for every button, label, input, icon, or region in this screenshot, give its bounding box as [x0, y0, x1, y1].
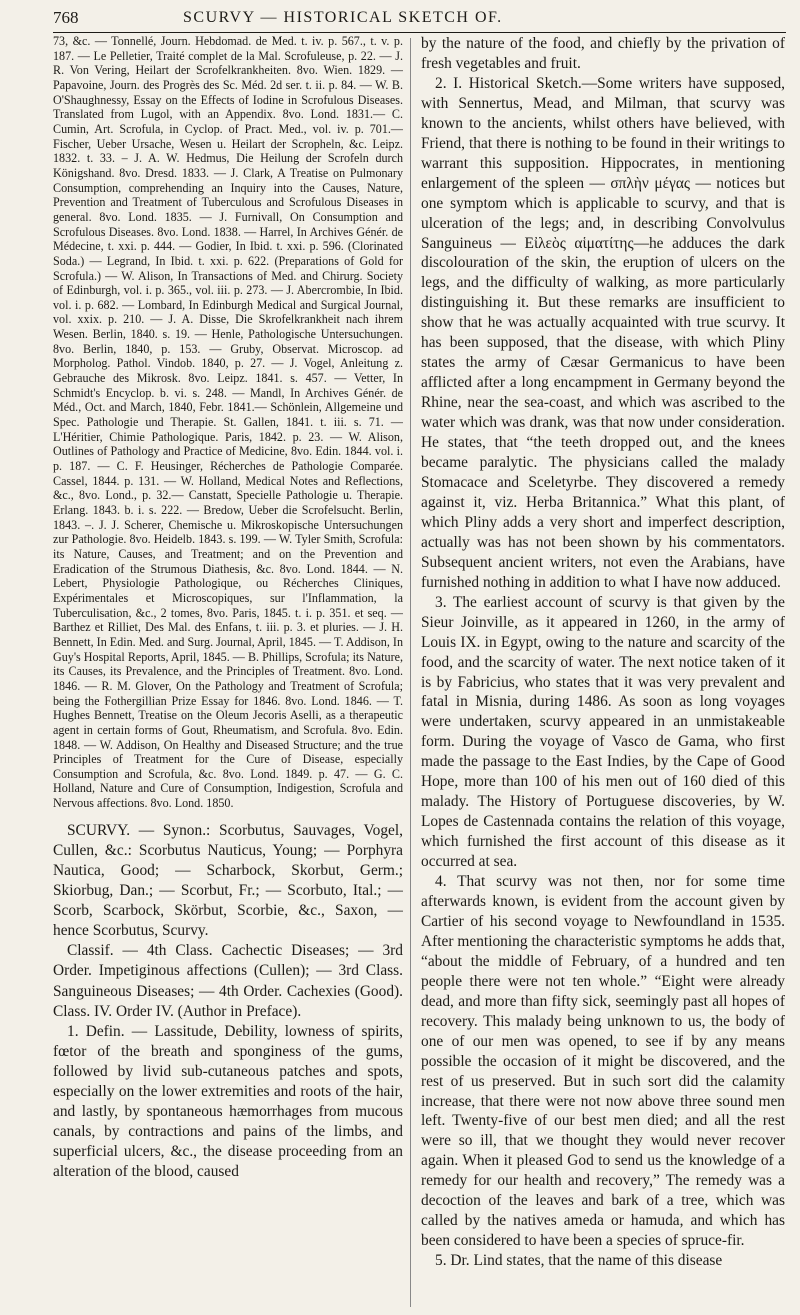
left-column — [53, 34, 403, 1311]
bibliography-paragraph: 73, &c. — Tonnellé, Journ. Hebdomad. de Med. t. iv. p. 567., t. v. p. 187. — Le Pelletier, Traité complet de la Mal. Scrofuleuse, p. 22. — J. R. Von Vering, Heilart der Scrofelkrankheiten. 8vo. Wien. 1829. — Papavoine, Journ. des Progrès des Sc. Méd. 2d ser. t. ii. p. 84. — W. B. O'Shaughnessy, Essay on the Effects of Iodine in Scrofulous Diseases. Translated from Lugol, with an Appendix. 8vo. Lond. 1831.— C. Cumin, Art. Scrofula, in Cyclop. of Pract. Med., vol. iv. p. 701.—Fischer, Ueber Ursache, Wesen u. Heilart der Scropheln, &c. Leipz. 1832. t. 33. – J. A. W. Hedmus, Die Heilung der Scrofeln durch Königshand. 8vo. Dresd. 1833. — J. Clark, A Treatise on Pulmonary Consumption, comprehending an Inquiry into the Causes, Nature, Prevention and Treatment of Tuberculous and Scrofulous Diseases in general. 8vo. Lond. 1835. — J. Furnivall, On Consumption and Scrofulous Diseases. 8vo. Lond. 1838. — Harrel, In Archives Génér. de Médecine, t. xxi. p. 444. — Godier, In Ibid. t. xxi. p. 596. (Clorinated Soda.) — Legrand, In Ibid. t. xxi. p. 622. (Preparations of Gold for Scrofula.) — W. Alison, In Transactions of Med. and Chirurg. Society of Edinburgh, vol. i. p. 365., vol. iii. p. 273. — J. Abercrombie, In Ibid. vol. i. p. 682. — Lombard, In Edinburgh Medical and Surgical Journal, vol. xxix. p. 210. — J. A. Disse, Die Skrofelkrankheit nach ihrem Wesen. Berlin, 1840. s. 19. — Henle, Pathologische Untersuchungen. 8vo. Berlin, 1840, p. 153. — Gruby, Observat. Microscop. ad Morpholog. Pathol. Vindob. 1840, p. 27. — J. Vogel, Anleitung z. Gebrauche des Mikrosk. 8vo. Leipz. 1841. s. 457. — Vetter, In Schmidt's Encyclop. b. vi. s. 248. — Mandl, In Archives Génér. de Méd., Oct. and March, 1840, Febr. 1841.— Schönlein, Allgemeine und Spec. Pathologie und Therapie. St. Gallen, 1841. t. iii. s. 71. — L'Héritier, Chimie Pathologique. Paris, 1842. p. 23. — W. Alison, Outlines of Pathology and Practice of Medicine, 8vo. Edin. 1844. vol. i. p. 187. — C. F. Heusinger, Récherches de Pathologie Comparée. Cassel, 1844. p. 131. — W. Holland, Medical Notes and Reflections, &c., 8vo. Lond., p. 32.— Canstatt, Specielle Pathologie u. Therapie. Erlang. 1843. b. i. s. 222. — Bredow, Ueber die Scrofelsucht. Berlin, 1843. –. J. J. Scherer, Chemische u. Mikroskopische Untersuchungen zur Pathologie. 8vo. Heidelb. 1843. s. 199. — W. Tyler Smith, Scrofula: its Nature, Causes, and Treatment; and on the Prevention and Eradication of the Strumous Diathesis, &c. 8vo. Lond. 1844. — N. Lebert, Physiologie Pathologique, ou Récherches Cliniques, Expérimentales et Microscopiques, sur l'Inflammation, la Tuberculisation, &c., 2 tomes, 8vo. Paris, 1845. t. i. p. 351. et seq. — Barthez et Rilliet, Des Mal. des Enfans, t. iii. p. 3. et pluries. — J. H. Bennett, In Edin. Med. and Surg. Journal, April, 1845. — T. Addison, In Guy's Hospital Reports, April, 1845. — B. Phillips, Scrofula; its Nature, its Causes, its Prevalence, and the Principles of Treatment. 8vo. Lond. 1846. — R. M. Glover, On the Pathology and Treatment of Scrofula; being the Fothergillian Prize Essay for 1846. 8vo. Lond. 1846. — T. Hughes Bennett, Treatise on the Oleum Jecoris Aselli, as a therapeutic agent in certain forms of Gout, Rheumatism, and Scrofula. 8vo. Edin. 1848. — W. Addison, On Healthy and Diseased Structure; and the true Principles of Treatment for the Cure of Disease, especially Consumption and Scrofula, &c. 8vo. Lond. 1849. p. 47. — G. C. Holland, Nature and Cure of Consumption, Indigestion, Scrofula and Nervous affections. 8vo. Lond. 1850. — [53, 34, 403, 811]
classification-paragraph: Classif. — 4th Class. Cachectic Diseases; — 3rd Order. Impetiginous affections (Cullen); — 3rd Class. Sanguineous Diseases; — 4th Order. Cachexies (Good). Class. IV. Order IV. (Author in Preface). — [53, 942, 403, 1020]
column-divider — [410, 38, 411, 1307]
page-header — [53, 6, 786, 33]
synonyms-paragraph: SCURVY. — Synon.: Scorbutus, Sauvages, Vogel, Cullen, &c.: Scorbutus Nauticus, Young; — Porphyra Nautica, Good; — Scharbock, Skorbut, Germ.; Skiorbug, Dan.; — Scorbut, Fr.; — Scorbuto, Ital.; — Scorb, Scarbock, Skörbut, Scorbie, &c., Saxon, — hence Scorbutus, Scurvy. — [53, 821, 403, 940]
paragraph-2-historical-sketch: 2. I. Historical Sketch.—Some writers have supposed, with Sennertus, Mead, and Milman, that scurvy was known to the ancients, whilst others have believed, with Friend, that there is nothing to be found in their writings to warrant this supposition. Hippocrates, in mentioning enlargement of the spleen — σπλὴν μέγας — notices but one symptom which is applicable to scurvy, and that is ulceration of the legs; and, in describing Convolvulus Sanguineus — Εἰλεὸς αἱματίτης—he adduces the dark discolouration of the skin, the eruption of ulcers on the legs, and the difficulty of walking, as more particularly distinguishing it. But these remarks are insufficient to show that he was actually acquainted with true scurvy. It has been supposed, that the disease, with which Pliny states the army of Cæsar Germanicus to have been afflicted after a long encampment in Germany beyond the Rhine, near the sea-coast, and which was ascribed to the water which was drank, was that now under consideration. He states, that “the teeth dropped out, and the knees became paralytic. The physicians called the malady Stomacace and Sceletyrbe. They discovered a remedy against it, viz. Herba Britannica.” What this plant, of which Pliny adds a very short and imperfect description, actually was has not been shown by his commentators. Subsequent ancient writers, not even the Arabians, have furnished nothing in addition to what I have now adduced. — [421, 74, 785, 591]
page-number: 768 — [53, 8, 79, 27]
paragraph-3: 3. The earliest account of scurvy is that given by the Sieur Joinville, as it appeared in 1260, in the army of Louis IX. in Egypt, owing to the nature and scarcity of the food, and the scarcity of water. The next notice taken of it is by Fabricius, who states that it was very prevalent and fatal in Misnia, during 1486. As soon as long voyages were undertaken, scurvy appeared in an unmistakeable form. During the voyage of Vasco de Gama, who first made the passage to the East Indies, by the Cape of Good Hope, more than 100 of his men out of 160 died of this malady. The History of Portuguese discoveries, by W. Lopes de Castennada contains the relation of this voyage, which furnished the first account of this disease as it occurred at sea. — [421, 593, 785, 871]
paragraph-5: 5. Dr. Lind states, that the name of this disease — [435, 1252, 723, 1270]
paragraph-1-continuation: by the nature of the food, and chiefly by the privation of fresh vegetables and fruit. — [421, 35, 785, 72]
right-column — [421, 34, 785, 1311]
definition-paragraph: 1. Defin. — Lassitude, Debility, lowness of spirits, fœtor of the breath and sponginess of the gums, followed by livid sub-cutaneous patches and spots, especially on the lower extremities and roots of the hair, and lastly, by spontaneous hæmorrhages from mucous canals, by contractions and pains of the limbs, and superficial ulcers, &c., the disease proceeding from an alteration of the blood, caused — [53, 1022, 403, 1181]
paragraph-4: 4. That scurvy was not then, nor for some time afterwards known, is evident from the account given by Cartier of his second voyage to Newfoundland in 1535. After mentioning the characteristic symptoms he adds that, “about the middle of February, of a hundred and ten people there were not ten whole.” “Eight were already dead, and more than fifty sick, seemingly past all hopes of recovery. This malady being unknown to us, the body of one of our men was opened, to see if by any means possible the occasion of it might be discovered, and the rest of us preserved. But in such sort did the calamity increase, that there were not now above three sound men left. Twenty-five of our best men died; and all the rest were so ill, that we thought they would never recover again. When it pleased God to send us the knowledge of a remedy for our health and recovery,” The remedy was a decoction of the leaves and bark of a tree, which was called by the natives ameda or hamuda, and which has been considered to have been a species of spruce-fir. — [421, 873, 785, 1250]
running-title: SCURVY — HISTORICAL SKETCH OF. — [183, 9, 503, 26]
